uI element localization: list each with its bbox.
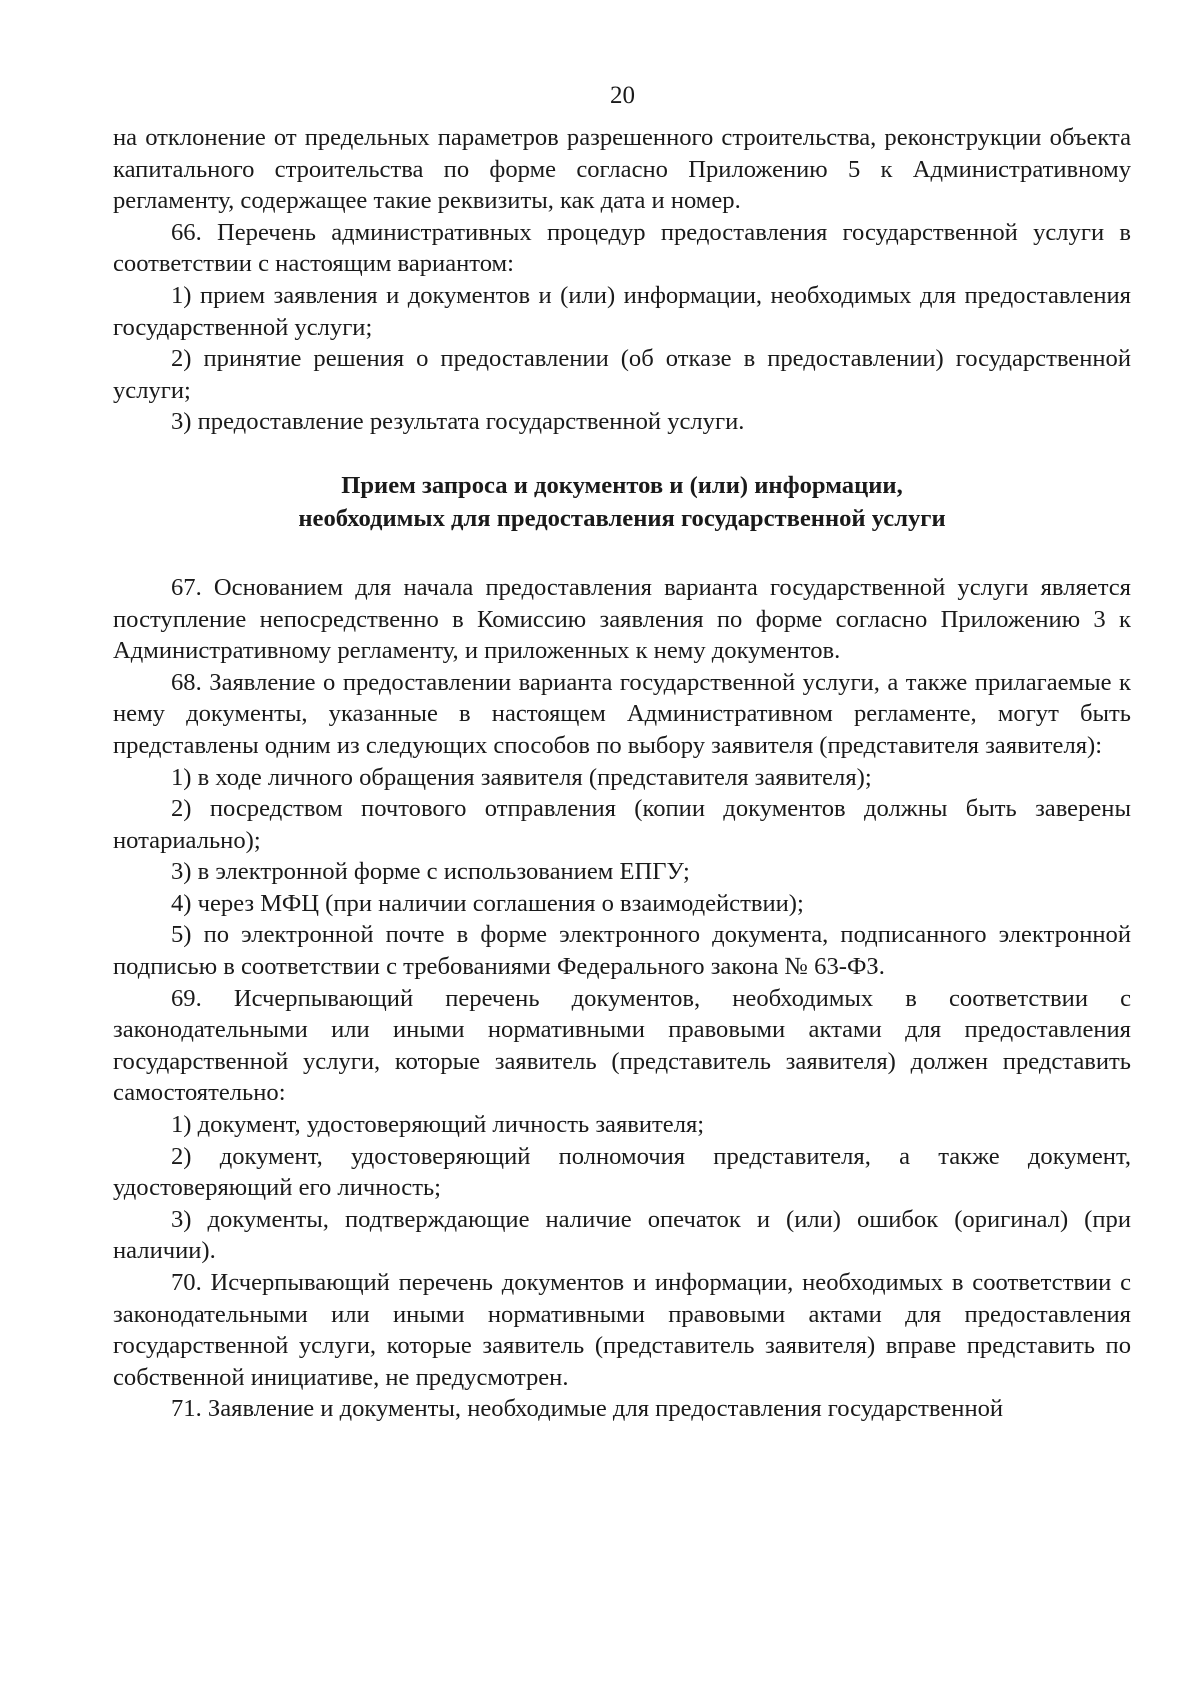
paragraph: 2) принятие решения о предоставлении (об отказе в предоставлении) государственной услуги; [113, 345, 1131, 404]
paragraph: 70. Исчерпывающий перечень документов и информации, необходимых в соответствии с законодательными или иными нормативными правовыми актами для предоставления государственной услуги, которые заявитель (представитель заявителя) вправе представить по собственной инициативе, не предусмотрен. [113, 1269, 1131, 1391]
paragraphs-top [113, 122, 1131, 438]
paragraph: 3) документы, подтверждающие наличие опечаток и (или) ошибок (оригинал) (при наличии). [113, 1205, 1131, 1265]
paragraph: 5) по электронной почте в форме электронного документа, подписанного электронной подписью в соответствии с требованиями Федерального закона № 63-ФЗ. [113, 921, 1131, 981]
paragraph: 3) в электронной форме с использованием ЕПГУ; [171, 858, 690, 886]
paragraph: 4) через МФЦ (при наличии соглашения о взаимодействии); [171, 889, 804, 917]
section-heading-line: необходимых для предоставления государственной услуги [298, 504, 946, 532]
paragraph: 67. Основанием для начала предоставления варианта государственной услуги является поступление непосредственно в Комиссию заявления по форме согласно Приложению 3 к Административному регламенту, и приложенных к нему документов. [113, 573, 1131, 665]
section-heading-line: Прием запроса и документов и (или) информации, [341, 471, 903, 499]
section-heading [113, 469, 1131, 535]
paragraph: 66. Перечень административных процедур предоставления государственной услуги в соответствии с настоящим вариантом: [113, 218, 1131, 278]
paragraph: 2) документ, удостоверяющий полномочия представителя, а также документ, удостоверяющий его личность; [113, 1142, 1131, 1202]
paragraph: 1) прием заявления и документов и (или) информации, необходимых для предоставления государственной услуги; [113, 281, 1131, 341]
paragraph: 69. Исчерпывающий перечень документов, необходимых в соответствии с законодательными или иными нормативными правовыми актами для предоставления государственной услуги, которые заявитель (представитель заявителя) должен представить самостоятельно: [113, 984, 1131, 1107]
paragraph: 1) в ходе личного обращения заявителя (представителя заявителя); [171, 763, 872, 791]
paragraph: 3) предоставление результата государственной услуги. [171, 408, 745, 436]
document-body [113, 122, 1131, 1425]
paragraph: 1) документ, удостоверяющий личность заявителя; [171, 1111, 705, 1139]
paragraphs-bottom [113, 572, 1131, 1425]
paragraph: 71. Заявление и документы, необходимые для предоставления государственной [171, 1395, 1004, 1423]
paragraph: 68. Заявление о предоставлении варианта государственной услуги, а также прилагаемые к нему документы, указанные в настоящем Административном регламенте, могут быть представлены одним из следующих способов по выбору заявителя (представителя заявителя): [113, 668, 1131, 759]
paragraph: 2) посредством почтового отправления (копии документов должны быть заверены нотариально); [113, 795, 1131, 854]
paragraph: на отклонение от предельных параметров разрешенного строительства, реконструкции объекта капитального строительства по форме согласно Приложению 5 к Административному регламенту, содержащее такие реквизиты, как дата и номер. [113, 124, 1131, 215]
page-number: 20 [610, 82, 635, 109]
